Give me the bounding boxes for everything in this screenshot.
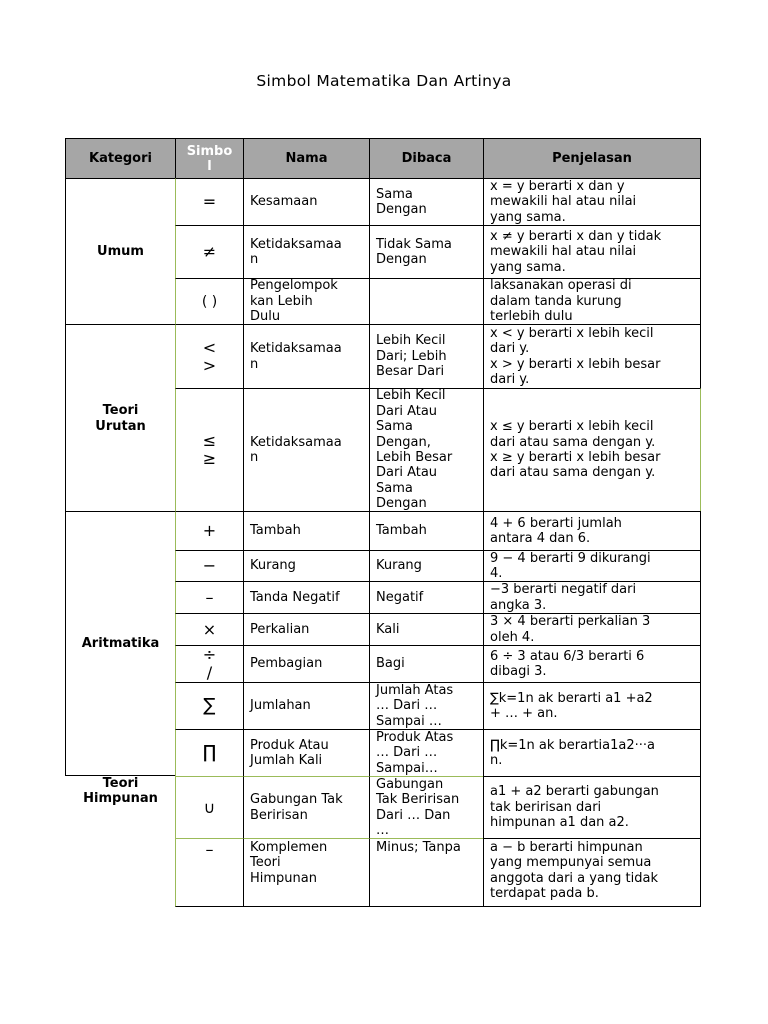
penjelasan-text: 4 + 6 berarti jumlah antara 4 dan 6. — [490, 515, 622, 546]
penjelasan-cell — [483, 550, 701, 582]
symbol-cell: ( ) — [175, 278, 244, 325]
nama-text: Pengelompok kan Lebih Dulu — [250, 278, 338, 325]
nama-text: Gabungan Tak Beririsan — [250, 792, 343, 823]
category-aritmatika — [65, 511, 176, 776]
penjelasan-text: x = y berarti x dan y mewakili hal atau nilai yang sama. — [490, 178, 637, 225]
symbol-text: < > — [202, 337, 217, 375]
penjelasan-text: ∑k=1n ak berarti a1 +a2 + … + an. — [490, 690, 653, 721]
dibaca-cell — [369, 581, 484, 614]
nama-text: Kurang — [250, 558, 296, 574]
nama-cell — [243, 776, 370, 839]
penjelasan-cell — [483, 178, 701, 226]
nama-cell — [243, 729, 370, 777]
nama-text: Ketidaksamaa n — [250, 341, 342, 372]
symbol-cell: ≠ — [175, 225, 244, 279]
nama-text: Tanda Negatif — [250, 589, 340, 605]
category-urutan-label: Teori Urutan — [95, 403, 146, 434]
penjelasan-text: a1 + a2 berarti gabungan tak beririsan dari himpunan a1 dan a2. — [490, 784, 659, 831]
dibaca-text: Minus; Tanpa — [376, 840, 461, 855]
dibaca-text: Kurang — [376, 558, 422, 574]
nama-cell — [243, 613, 370, 646]
penjelasan-cell — [483, 838, 701, 907]
nama-cell — [243, 645, 370, 683]
symbol-text: ≤ ≥ — [202, 431, 217, 468]
symbol-cell: × — [175, 613, 244, 646]
penjelasan-text: x ≤ y berarti x lebih kecil dari atau sama dengan y. x ≥ y berarti x lebih besar dari atau sama dengan y. — [490, 419, 661, 481]
page-title: Simbol Matematika Dan Artinya — [256, 72, 512, 90]
penjelasan-cell — [483, 645, 701, 683]
penjelasan-cell — [483, 581, 701, 614]
penjelasan-text: x ≠ y berarti x dan y tidak mewakili hal atau nilai yang sama. — [490, 228, 662, 275]
nama-cell — [243, 388, 370, 512]
symbol-cell: ∪ — [175, 776, 244, 839]
penjelasan-text: ∏k=1n ak berartia1a2···a n. — [490, 737, 655, 768]
dibaca-text: Gabungan Tak Beririsan Dari … Dan … — [376, 776, 460, 838]
penjelasan-cell — [483, 324, 701, 389]
symbol-text: ÷ / — [202, 645, 217, 682]
header-kategori: Kategori — [65, 138, 176, 179]
nama-text: Perkalian — [250, 621, 310, 637]
symbol-cell: ∏ — [175, 729, 244, 777]
penjelasan-cell — [483, 388, 701, 512]
penjelasan-cell — [483, 278, 701, 325]
penjelasan-cell — [483, 729, 701, 777]
nama-cell — [243, 178, 370, 226]
dibaca-text: Bagi — [376, 656, 405, 672]
symbol-cell — [175, 324, 244, 389]
symbol-cell: = — [175, 178, 244, 226]
penjelasan-cell — [483, 511, 701, 551]
nama-cell — [243, 550, 370, 582]
category-umum — [65, 178, 176, 325]
nama-text: Produk Atau Jumlah Kali — [250, 737, 329, 768]
nama-cell — [243, 511, 370, 551]
nama-cell — [243, 682, 370, 730]
penjelasan-cell — [483, 776, 701, 839]
symbol-text: – — [205, 840, 214, 859]
dibaca-text: Negatif — [376, 589, 424, 605]
dibaca-cell — [369, 511, 484, 551]
dibaca-cell — [369, 225, 484, 279]
dibaca-text: Tambah — [376, 523, 427, 539]
nama-text: Kesamaan — [250, 194, 318, 210]
symbol-cell: – — [175, 581, 244, 614]
penjelasan-text: 9 − 4 berarti 9 dikurangi 4. — [490, 550, 651, 581]
header-dibaca: Dibaca — [369, 138, 484, 179]
nama-cell — [243, 324, 370, 389]
penjelasan-text: 3 × 4 berarti perkalian 3 oleh 4. — [490, 614, 651, 645]
penjelasan-text: a − b berarti himpunan yang mempunyai semua anggota dari a yang tidak terdapat pada b. — [490, 840, 659, 902]
category-urutan — [65, 324, 176, 512]
category-umum-label: Umum — [97, 243, 144, 259]
symbol-cell: − — [175, 550, 244, 582]
nama-cell — [243, 225, 370, 279]
penjelasan-cell — [483, 613, 701, 646]
symbol-cell: + — [175, 511, 244, 551]
dibaca-text: Lebih Kecil Dari; Lebih Besar Dari — [376, 333, 447, 380]
dibaca-text: Tidak Sama Dengan — [376, 236, 452, 267]
dibaca-cell — [369, 645, 484, 683]
category-himpunan-label: Teori Himpunan — [83, 776, 158, 807]
symbol-cell — [175, 838, 244, 907]
dibaca-cell — [369, 776, 484, 839]
nama-cell — [243, 278, 370, 325]
header-penjelasan: Penjelasan — [483, 138, 701, 179]
penjelasan-text: laksanakan operasi di dalam tanda kurung terlebih dulu — [490, 278, 632, 325]
header-simbol — [175, 138, 244, 179]
penjelasan-text: 6 ÷ 3 atau 6/3 berarti 6 dibagi 3. — [490, 648, 645, 679]
dibaca-cell — [369, 729, 484, 777]
dibaca-text: Kali — [376, 621, 400, 637]
dibaca-cell — [369, 550, 484, 582]
penjelasan-text: x < y berarti x lebih kecil dari y. x > y berarti x lebih besar dari y. — [490, 325, 661, 387]
nama-text: Komplemen Teori Himpunan — [250, 840, 328, 886]
penjelasan-cell — [483, 682, 701, 730]
symbol-cell — [175, 645, 244, 683]
penjelasan-cell — [483, 225, 701, 279]
symbol-cell — [175, 388, 244, 512]
dibaca-text: Lebih Kecil Dari Atau Sama Dengan, Lebih Besar Dari Atau Sama Dengan — [376, 388, 453, 512]
dibaca-cell — [369, 278, 484, 325]
header-simbol-text: Simbo l — [186, 144, 233, 174]
nama-text: Jumlahan — [250, 698, 311, 714]
header-nama: Nama — [243, 138, 370, 179]
dibaca-cell — [369, 178, 484, 226]
dibaca-cell — [369, 613, 484, 646]
dibaca-text: Sama Dengan — [376, 186, 427, 217]
nama-text: Ketidaksamaa n — [250, 236, 342, 267]
symbol-cell: ∑ — [175, 682, 244, 730]
dibaca-cell — [369, 838, 484, 907]
dibaca-cell — [369, 682, 484, 730]
dibaca-text: Jumlah Atas … Dari … Sampai … — [376, 682, 454, 729]
nama-cell — [243, 581, 370, 614]
nama-text: Pembagian — [250, 656, 323, 672]
category-himpunan — [53, 776, 188, 807]
dibaca-text: Produk Atas … Dari … Sampai… — [376, 729, 454, 776]
dibaca-cell — [369, 388, 484, 512]
category-aritmatika-label: Aritmatika — [81, 635, 160, 651]
nama-text: Tambah — [250, 523, 301, 539]
penjelasan-text: −3 berarti negatif dari angka 3. — [490, 582, 637, 613]
dibaca-cell — [369, 324, 484, 389]
nama-cell — [243, 838, 370, 907]
nama-text: Ketidaksamaa n — [250, 434, 342, 465]
